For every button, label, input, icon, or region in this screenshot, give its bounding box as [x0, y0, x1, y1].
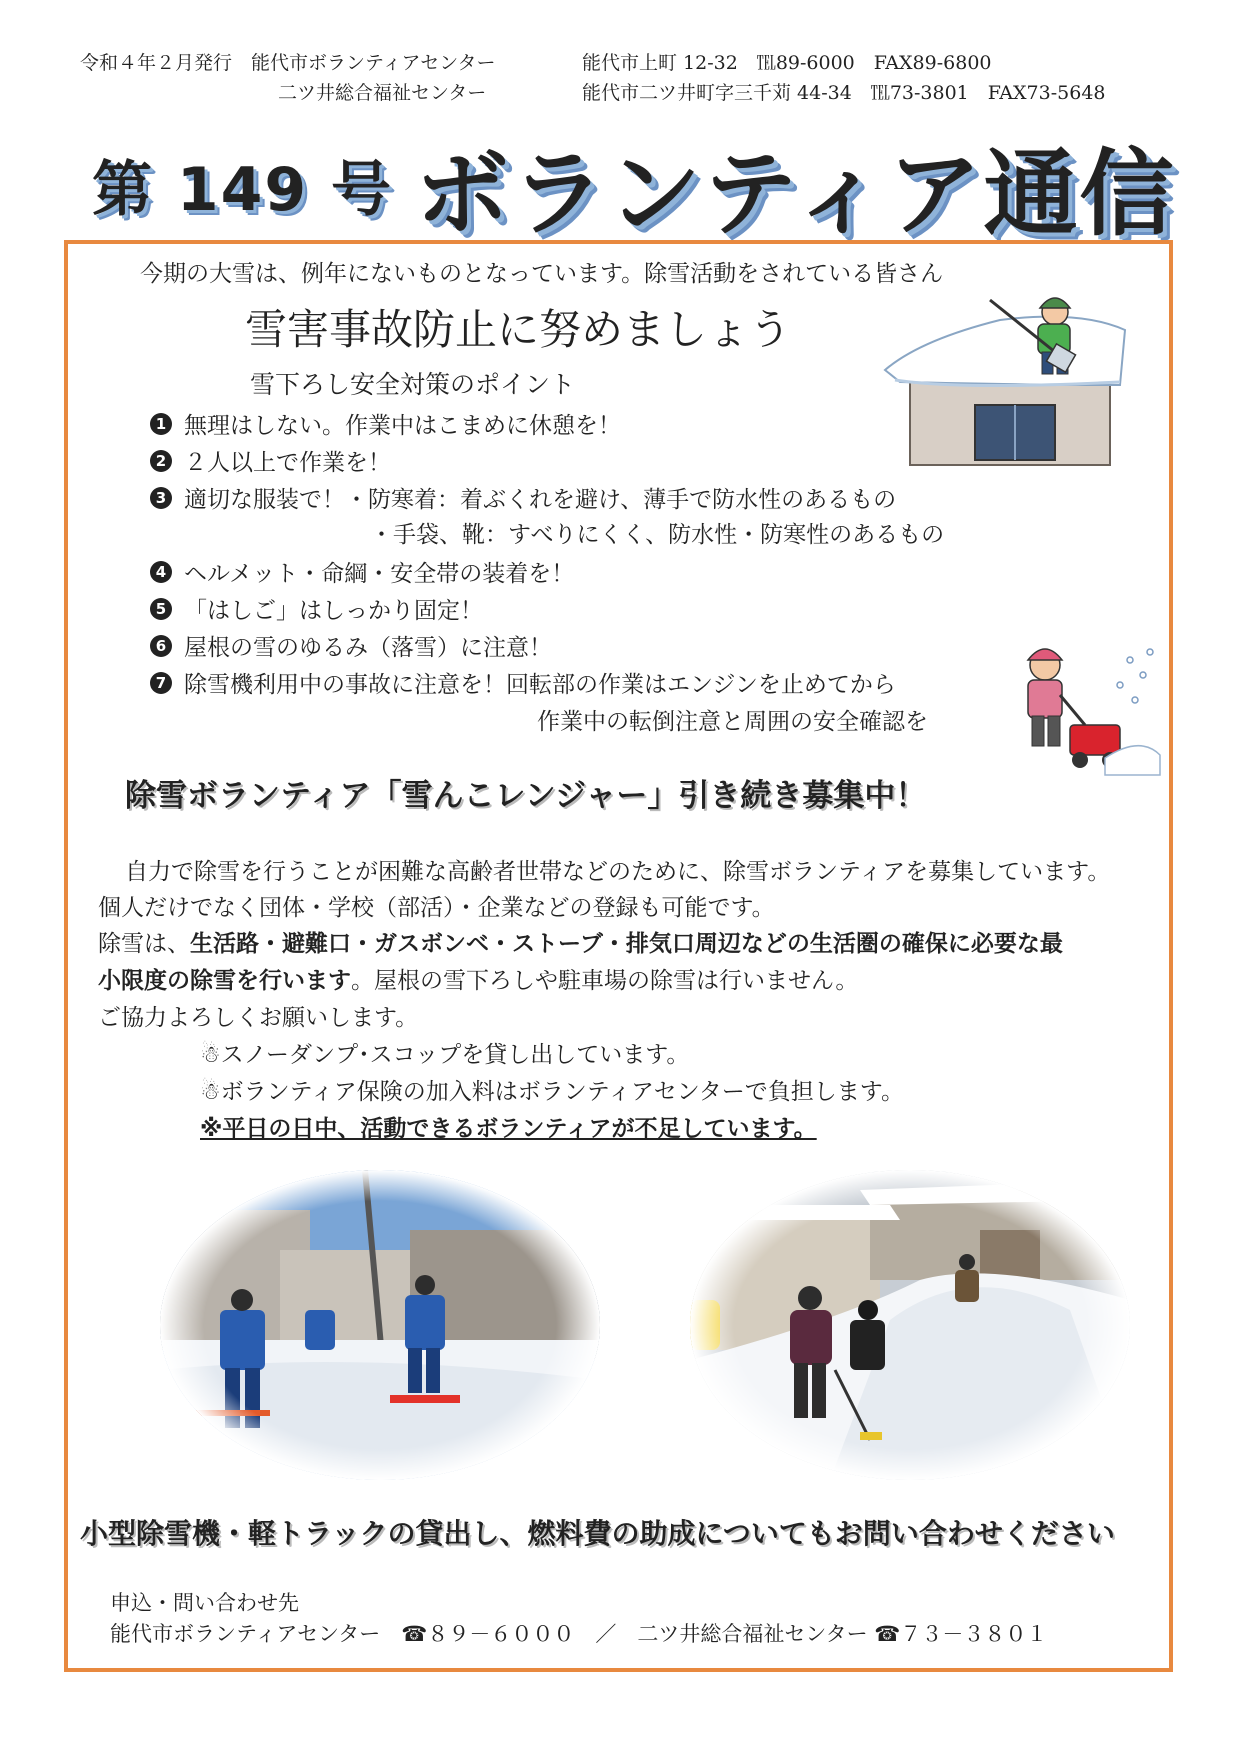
point-number: 6: [150, 635, 172, 657]
loan-notice: 小型除雪機・軽トラックの貸出し、燃料費の助成についてもお問い合わせください: [80, 1517, 1115, 1550]
safety-headline: 雪害事故防止に努めましょう: [245, 305, 792, 354]
safety-point: [150, 629, 552, 662]
header-address-2: 能代市二ツ井町字三千苅 44-34 ℡73-3801 FAX73-5648: [582, 82, 1106, 104]
point-text: 除雪機利用中の事故に注意を！回転部の作業はエンジンを止めてから: [184, 672, 896, 698]
recruit-paragraph-5: ご協力よろしくお願いします。: [98, 1005, 419, 1031]
issue-number: 第 149 号: [92, 155, 394, 225]
safety-point: [150, 555, 574, 588]
safety-point: [150, 592, 483, 625]
recruit-heading: 除雪ボランティア「雪んこレンジャー」引き続き募集中！: [125, 778, 927, 814]
recruit-note-2: ☃ボランティア保険の加入料はボランティアセンターで負担します。: [200, 1079, 904, 1105]
safety-point: [150, 444, 391, 477]
recruit-p4-rest: 。屋根の雪下ろしや駐車場の除雪は行いません。: [351, 968, 859, 994]
photo-adults-clearing-snow: [690, 1170, 1130, 1480]
safety-point: [150, 407, 621, 440]
newsletter-title: ボランティア通信: [415, 140, 1176, 249]
header-publisher: 令和４年２月発行 能代市ボランティアセンター: [80, 52, 496, 74]
contact-info: 能代市ボランティアセンター ☎８９－６０００ ／ 二ツ井総合福祉センター ☎７３－３８０１: [110, 1622, 1048, 1646]
roof-shoveling-illustration: [880, 290, 1130, 470]
point-text: ２人以上で作業を！: [184, 450, 391, 476]
recruit-p3-bold: 生活路・避難口・ガスボンベ・ストーブ・排気口周辺などの生活圏の確保に必要な最: [190, 931, 1063, 957]
safety-point: [150, 666, 896, 699]
point-number: 5: [150, 598, 172, 620]
point-text: 「はしご」はしっかり固定！: [184, 598, 483, 624]
point-text: 適切な服装で！・防寒着：着ぶくれを避け、薄手で防水性のあるもの: [184, 487, 897, 513]
header-address-1: 能代市上町 12-32 ℡89-6000 FAX89-6800: [582, 52, 992, 74]
point-3-continued: ・手袋、靴：すべりにくく、防水性・防寒性のあるもの: [370, 522, 945, 548]
recruit-paragraph-2: 個人だけでなく団体・学校（部活）・企業などの登録も可能です。: [98, 895, 775, 921]
intro-text: 今期の大雪は、例年にないものとなっています。除雪活動をされている皆さん: [140, 261, 944, 287]
recruit-note-1: ☃スノーダンプ･スコップを貸し出しています。: [200, 1042, 690, 1068]
point-number: 7: [150, 672, 172, 694]
recruit-paragraph-3: [98, 925, 1063, 958]
point-number: 4: [150, 561, 172, 583]
recruit-note-3: ※平日の日中、活動できるボランティアが不足しています。: [200, 1116, 817, 1142]
point-number: 1: [150, 413, 172, 435]
photo-students-shoveling: [160, 1170, 600, 1480]
recruit-p3-lead: 除雪は、: [98, 931, 190, 957]
recruit-paragraph-4: [98, 962, 858, 995]
point-text: 屋根の雪のゆるみ（落雪）に注意！: [184, 635, 552, 661]
point-text: 無理はしない。作業中はこまめに休憩を！: [184, 413, 621, 439]
recruit-p4-bold: 小限度の除雪を行います: [98, 968, 351, 994]
safety-point: [150, 481, 896, 514]
recruit-paragraph-1: 自力で除雪を行うことが困難な高齢者世帯などのために、除雪ボランティアを募集しています。: [125, 859, 1111, 885]
contact-label: 申込・問い合わせ先: [110, 1591, 299, 1615]
snow-blower-illustration: [1010, 640, 1170, 810]
header-org-2: 二ツ井総合福祉センター: [278, 82, 487, 104]
safety-subhead: 雪下ろし安全対策のポイント: [250, 370, 576, 399]
point-number: 3: [150, 487, 172, 509]
point-7-continued: 作業中の転倒注意と周囲の安全確認を: [537, 709, 928, 735]
point-number: 2: [150, 450, 172, 472]
point-text: ヘルメット・命綱・安全帯の装着を！: [184, 561, 575, 587]
